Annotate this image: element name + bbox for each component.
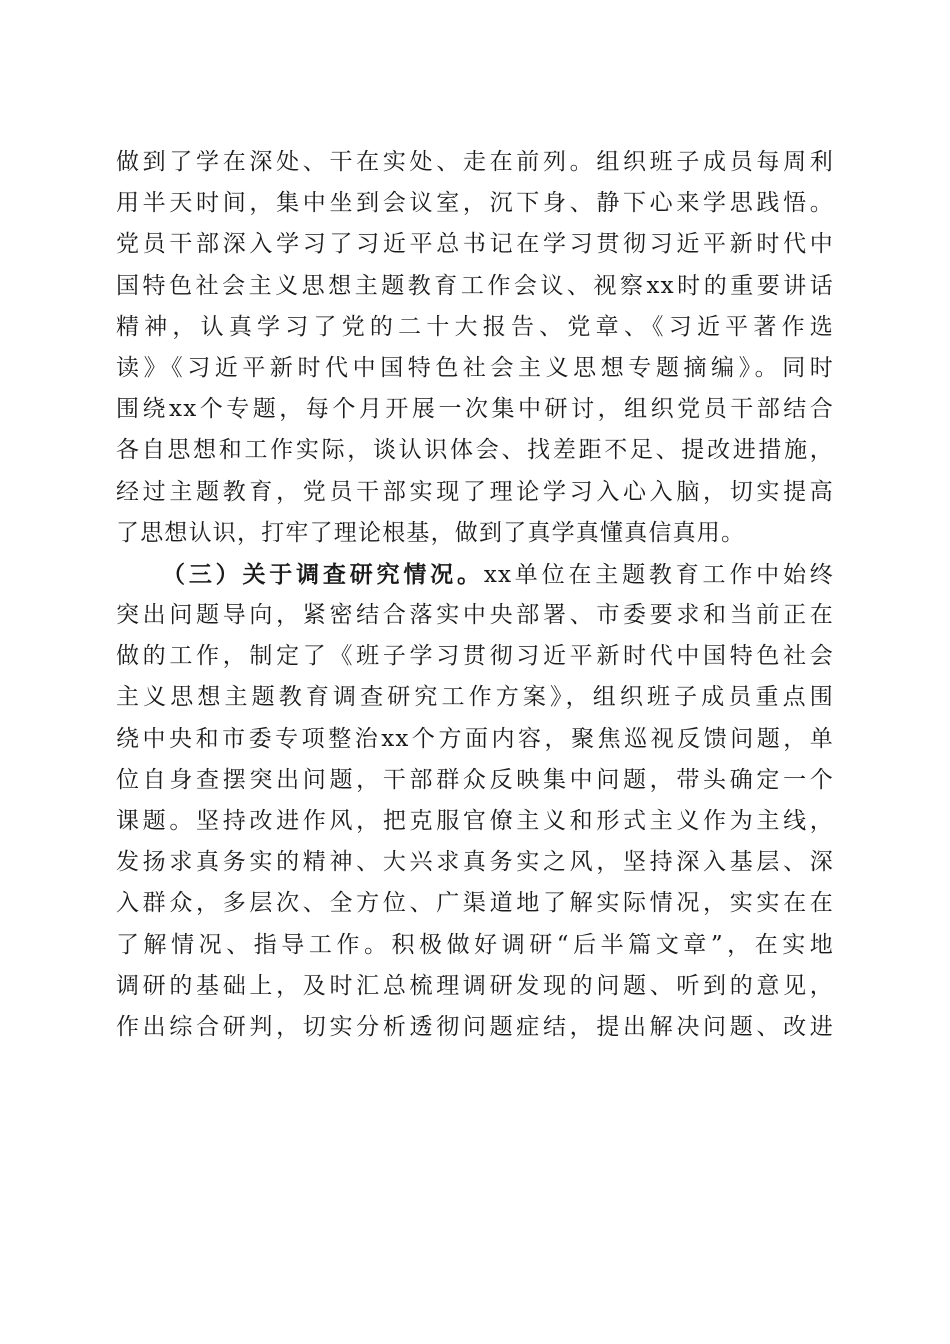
text-line: 调研的基础上，及时汇总梳理调研发现的问题、听到的意见， [116,972,834,999]
text-line-with-heading [116,554,834,595]
text-line: 主义思想主题教育调查研究工作方案》，组织班子成员重点围 [116,684,834,711]
text-line: 课题。坚持改进作风，把克服官僚主义和形式主义作为主线， [116,808,834,834]
text-line: 做的工作，制定了《班子学习贯彻习近平新时代中国特色社会 [116,643,834,670]
text-line: 绕中央和市委专项整治xx个方面内容，聚焦巡视反馈问题，单 [116,725,834,752]
text-line: 入群众，多层次、全方位、广渠道地了解实际情况，实实在在 [116,890,834,917]
text-line: 经过主题教育，党员干部实现了理论学习入心入脑，切实提高 [116,478,834,505]
document-body [116,142,834,1048]
text-line: 了解情况、指导工作。积极做好调研“后半篇文章”，在实地 [116,931,834,958]
text-line: 位自身查摆突出问题，干部群众反映集中问题，带头确定一个 [116,766,834,793]
text-line: 读》《习近平新时代中国特色社会主义思想专题摘编》。同时 [116,354,834,381]
text-line: 突出问题导向，紧密结合落实中央部署、市委要求和当前正在 [116,602,834,629]
text-line: 发扬求真务实的精神、大兴求真务实之风，坚持深入基层、深 [116,849,834,876]
text-line: 用半天时间，集中坐到会议室，沉下身、静下心来学思践悟。 [116,190,834,217]
text-line: 了思想认识，打牢了理论根基，做到了真学真懂真信真用。 [116,519,746,546]
section-heading: （三）关于调查研究情况。 [162,560,484,588]
text-line: 各自思想和工作实际，谈认识体会、找差距不足、提改进措施， [116,437,834,464]
paragraph-study [116,142,834,554]
text-line: 党员干部深入学习了习近平总书记在学习贯彻习近平新时代中 [116,231,834,258]
paragraph-research [116,554,834,1048]
text-line: 国特色社会主义思想主题教育工作会议、视察xx时的重要讲话 [116,272,834,299]
text-line: 精神，认真学习了党的二十大报告、党章、《习近平著作选 [116,313,834,340]
text-line: 作出综合研判，切实分析透彻问题症结，提出解决问题、改进 [116,1013,834,1040]
text-line: 做到了学在深处、干在实处、走在前列。组织班子成员每周利 [116,149,834,175]
text-line: 围绕xx个专题，每个月开展一次集中研讨，组织党员干部结合 [116,396,834,423]
heading-line-rest: xx单位在主题教育工作中始终 [483,561,834,588]
